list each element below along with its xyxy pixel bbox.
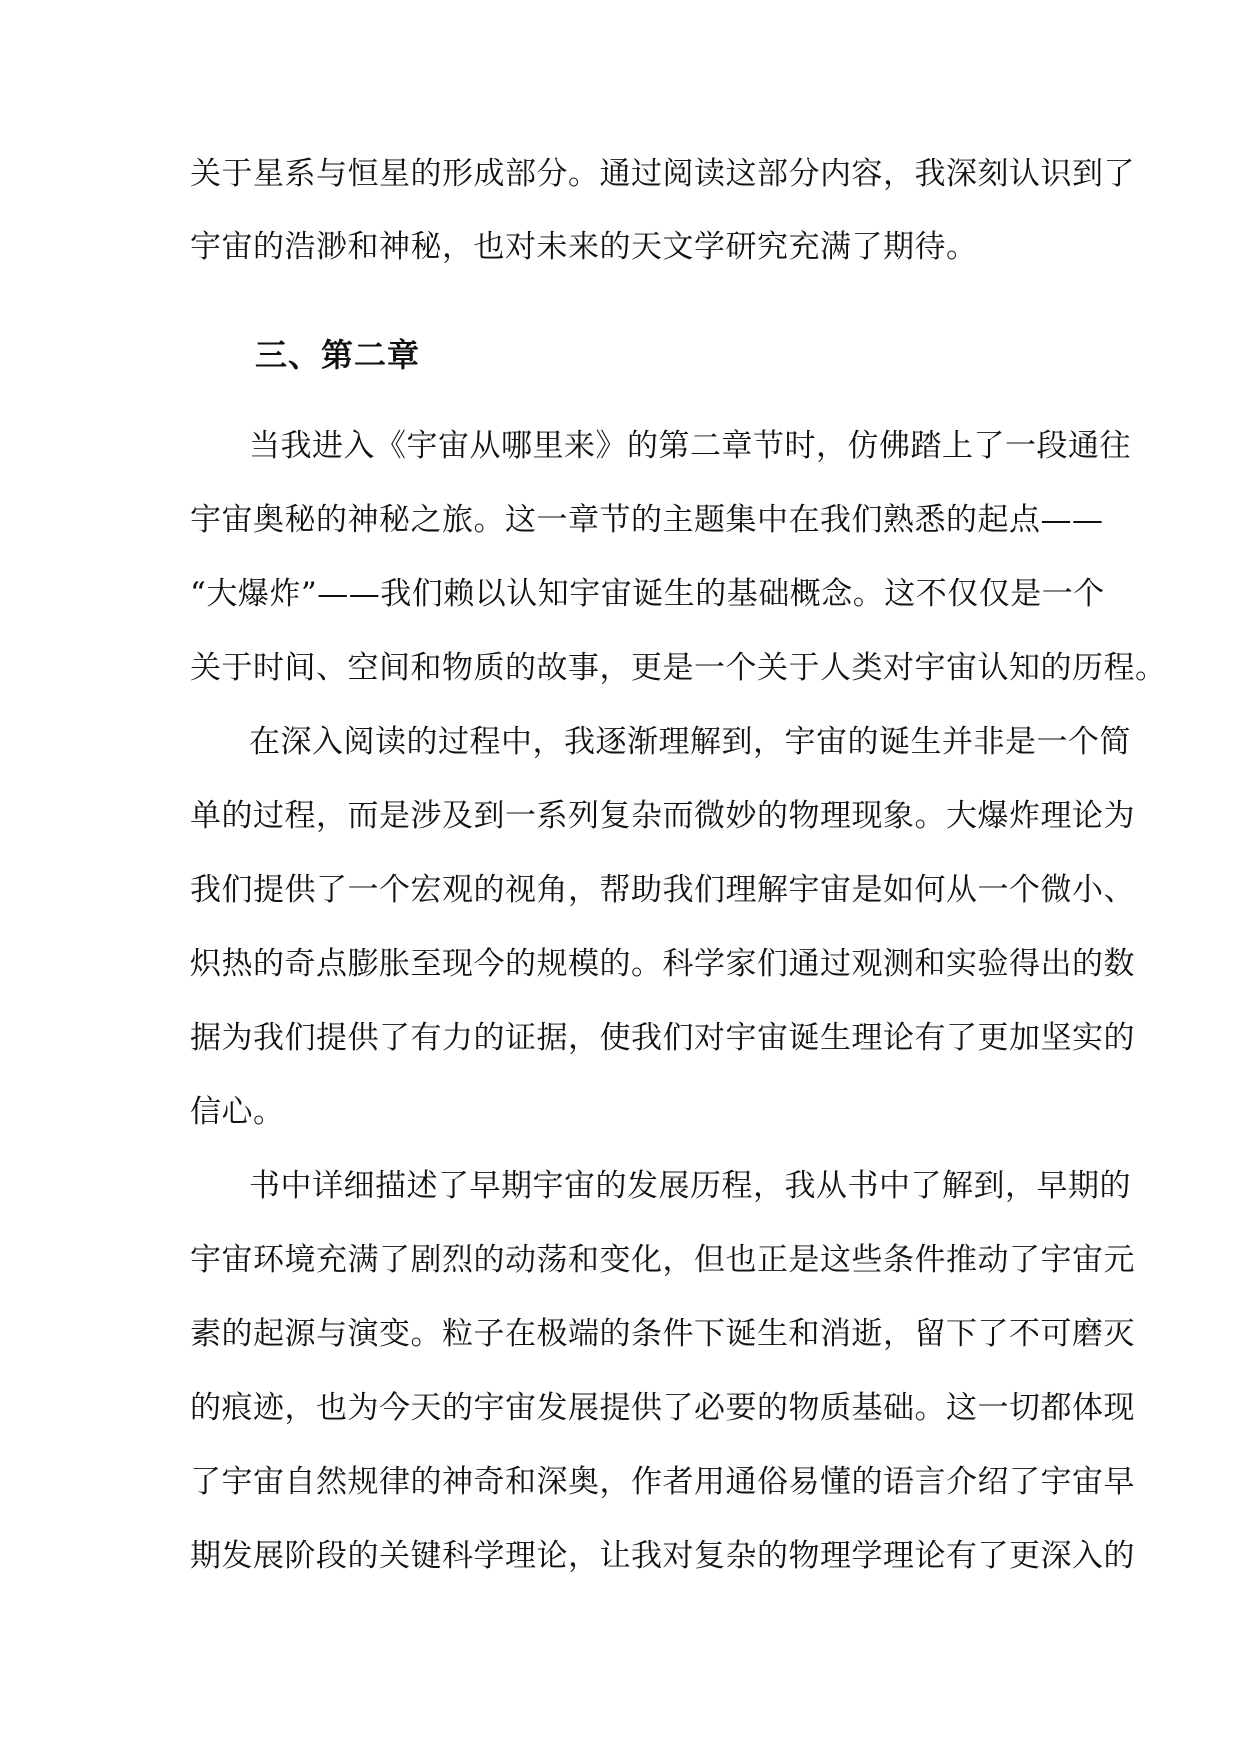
section-heading: 三、第二章	[255, 336, 421, 374]
intro-line: 宇宙的浩渺和神秘，也对未来的天文学研究充满了期待。	[190, 229, 978, 265]
paragraph-line: 关于时间、空间和物质的故事，更是一个关于人类对宇宙认知的历程。	[190, 650, 1167, 686]
paragraph-line: 信心。	[190, 1094, 285, 1130]
paragraph-line: 在深入阅读的过程中，我逐渐理解到，宇宙的诞生并非是一个简	[249, 724, 1131, 760]
paragraph-line: 当我进入《宇宙从哪里来》的第二章节时，仿佛踏上了一段通往	[249, 428, 1131, 464]
paragraph-line: 宇宙环境充满了剧烈的动荡和变化，但也正是这些条件推动了宇宙元	[190, 1242, 1135, 1278]
paragraph-line: 炽热的奇点膨胀至现今的规模的。科学家们通过观测和实验得出的数	[190, 946, 1135, 982]
paragraph-line: 宇宙奥秘的神秘之旅。这一章节的主题集中在我们熟悉的起点——	[190, 502, 1104, 538]
paragraph-line: 期发展阶段的关键科学理论，让我对复杂的物理学理论有了更深入的	[190, 1538, 1135, 1574]
paragraph-line: 据为我们提供了有力的证据，使我们对宇宙诞生理论有了更加坚实的	[190, 1020, 1135, 1056]
paragraph-line: “大爆炸”——我们赖以认知宇宙诞生的基础概念。这不仅仅是一个	[190, 576, 1105, 612]
paragraph-line: 了宇宙自然规律的神奇和深奥，作者用通俗易懂的语言介绍了宇宙早	[190, 1464, 1135, 1500]
paragraph-line: 的痕迹，也为今天的宇宙发展提供了必要的物质基础。这一切都体现	[190, 1390, 1135, 1426]
paragraph-line: 单的过程，而是涉及到一系列复杂而微妙的物理现象。大爆炸理论为	[190, 798, 1135, 834]
intro-line: 关于星系与恒星的形成部分。通过阅读这部分内容，我深刻认识到了	[190, 156, 1135, 192]
paragraph-line: 素的起源与演变。粒子在极端的条件下诞生和消逝，留下了不可磨灭	[190, 1316, 1135, 1352]
paragraph-line: 我们提供了一个宏观的视角，帮助我们理解宇宙是如何从一个微小、	[190, 872, 1135, 908]
paragraph-line: 书中详细描述了早期宇宙的发展历程，我从书中了解到，早期的	[249, 1168, 1131, 1204]
